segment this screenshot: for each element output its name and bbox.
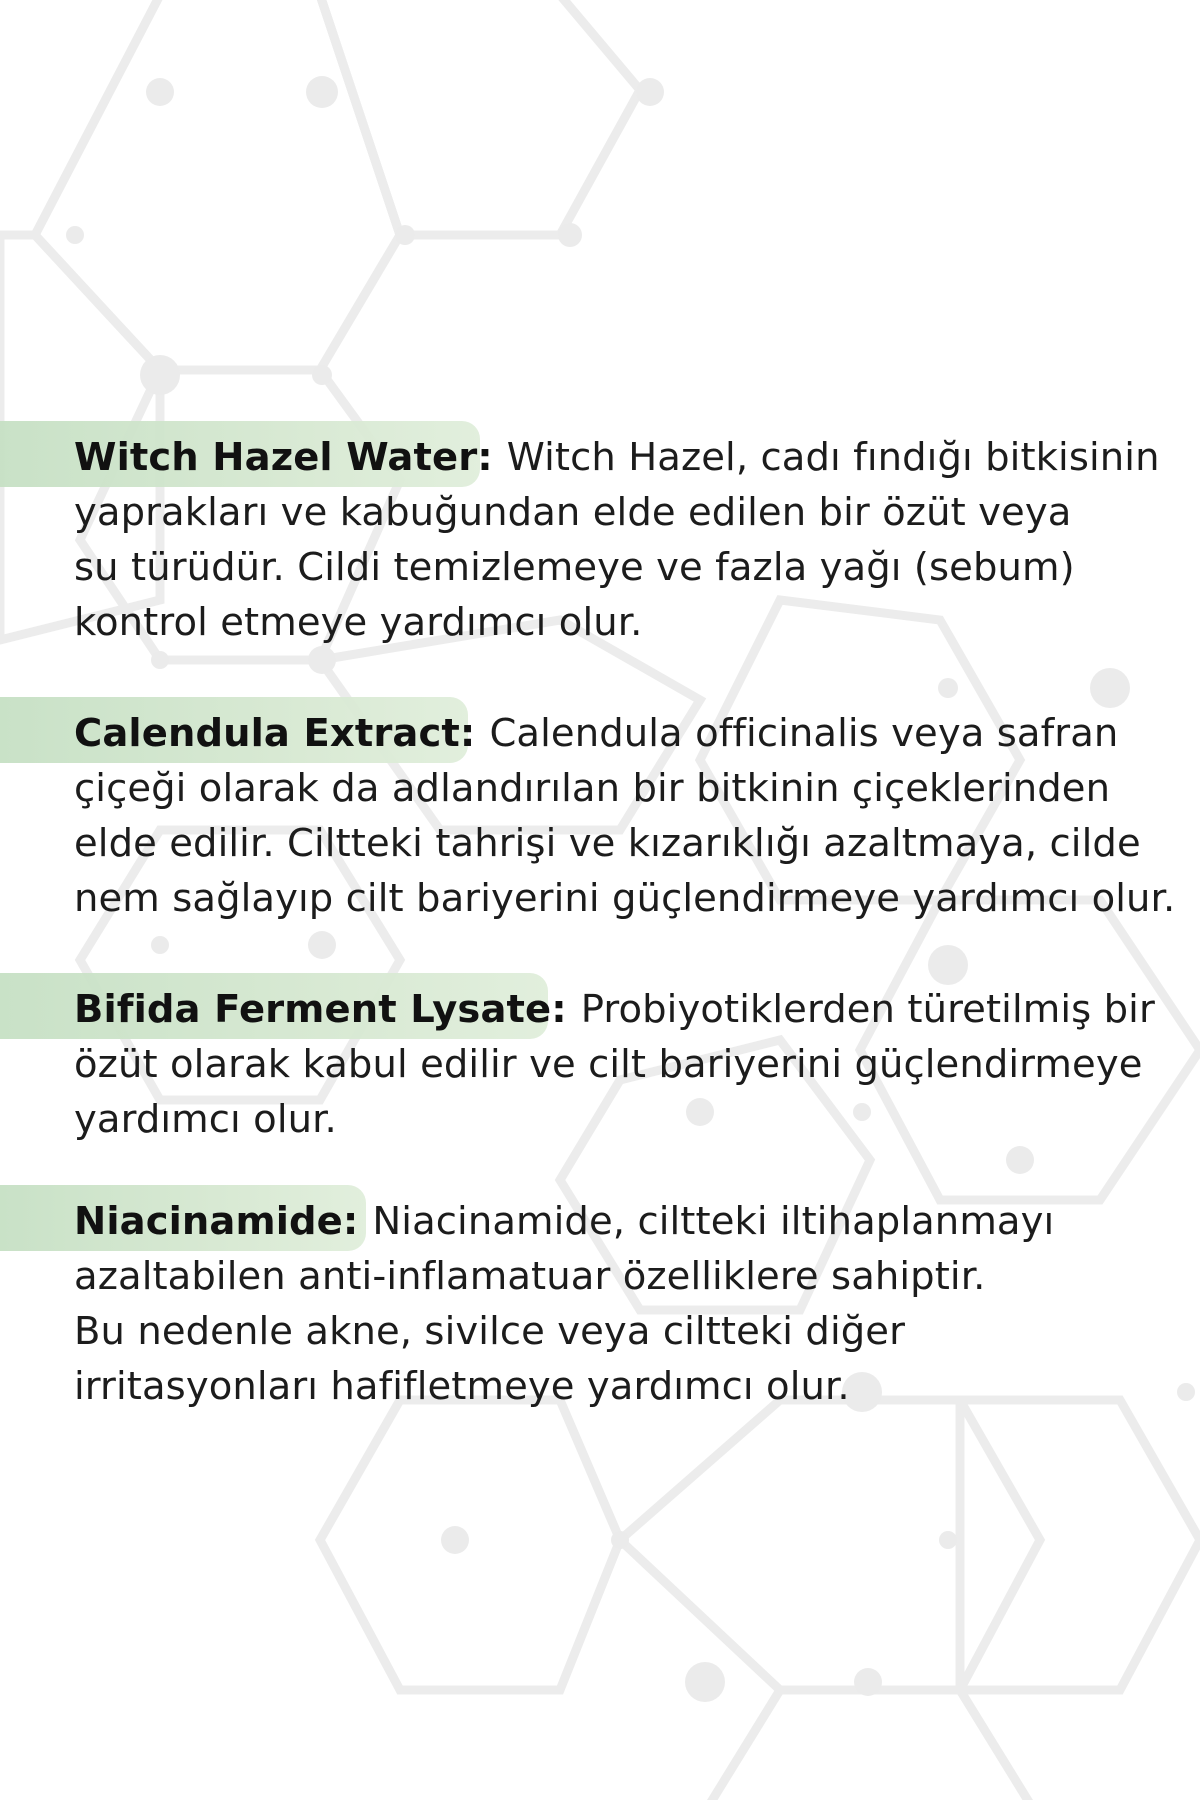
- ingredient-line-3: yardımcı olur.: [74, 1097, 337, 1142]
- ingredient-name: Bifida Ferment Lysate:: [74, 987, 567, 1032]
- ingredient-name: Niacinamide:: [74, 1199, 359, 1244]
- ingredient-name: Witch Hazel Water:: [74, 435, 493, 480]
- ingredient-line-3: elde edilir. Ciltteki tahrişi ve kızarıklığı azaltmaya, cilde: [74, 821, 1141, 866]
- ingredient-text: Niacinamide, ciltteki iltihaplanmayı: [372, 1199, 1055, 1244]
- ingredient-text: Calendula officinalis veya safran: [489, 711, 1119, 756]
- ingredient-line-1: [74, 706, 1194, 761]
- ingredient-line-4: nem sağlayıp cilt bariyerini güçlendirmeye yardımcı olur.: [74, 876, 1176, 921]
- ingredient-name: Calendula Extract:: [74, 711, 476, 756]
- ingredient-line-4: irritasyonları hafifletmeye yardımcı olur.: [74, 1364, 850, 1409]
- ingredient-line-3: su türüdür. Cildi temizlemeye ve fazla yağı (sebum): [74, 545, 1075, 590]
- ingredient-line-3: Bu nedenle akne, sivilce veya ciltteki diğer: [74, 1309, 906, 1354]
- ingredient-line-1: [74, 430, 1194, 485]
- ingredient-line-2: çiçeği olarak da adlandırılan bir bitkinin çiçeklerinden: [74, 766, 1111, 811]
- ingredient-line-2: yaprakları ve kabuğundan elde edilen bir özüt veya: [74, 490, 1072, 535]
- ingredient-line-4: kontrol etmeye yardımcı olur.: [74, 600, 643, 645]
- ingredient-text: Probiyotiklerden türetilmiş bir: [580, 987, 1155, 1032]
- ingredient-line-2: azaltabilen anti-inflamatuar özelliklere sahiptir.: [74, 1254, 986, 1299]
- ingredient-text: Witch Hazel, cadı fındığı bitkisinin: [506, 435, 1160, 480]
- ingredient-line-2: özüt olarak kabul edilir ve cilt bariyerini güçlendirmeye: [74, 1042, 1143, 1087]
- ingredient-line-1: [74, 1194, 1194, 1249]
- ingredient-line-1: [74, 982, 1194, 1037]
